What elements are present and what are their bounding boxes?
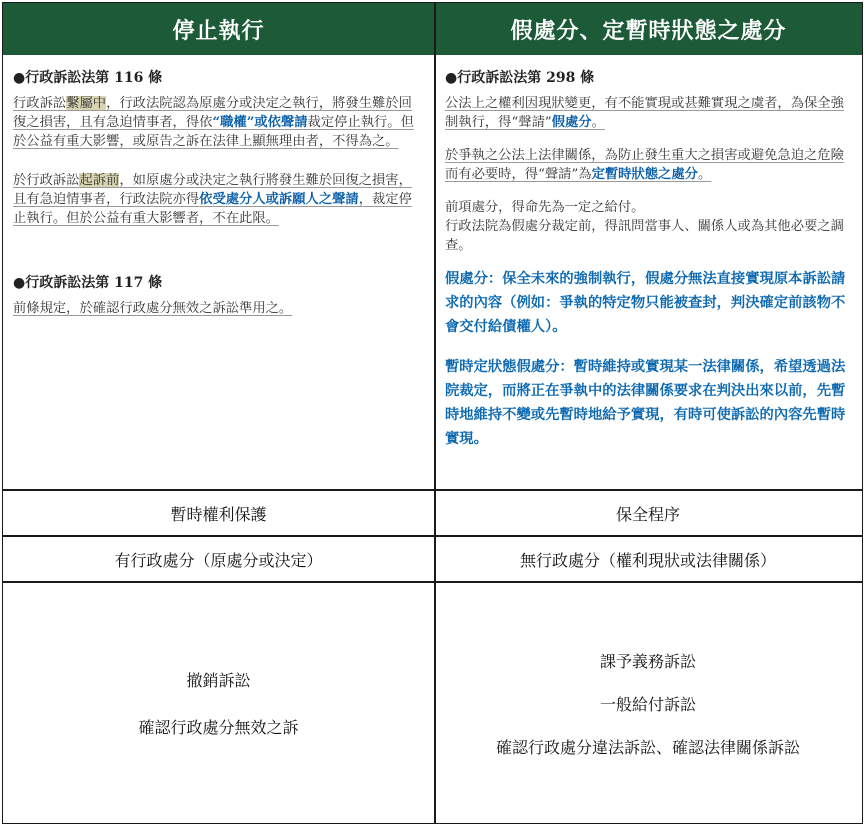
law-title-116: ●行政訴訟法第 116 條	[13, 70, 163, 86]
left-law-cell	[13, 67, 418, 318]
suit-confirm-illegal-relationship: 確認行政處分違法訴訟、確認法律關係訴訟	[495, 737, 800, 757]
suit-confirm-invalid: 確認行政處分無效之訴	[138, 718, 299, 737]
header-provisional-disposition: 假處分、定暫時狀態之處分	[436, 3, 862, 55]
note-provisional-state: 暫時定狀態假處分：暫時維持或實現某一法律關係，希望透過法院裁定，而將正在爭執中的法律關係要求在判決出來以前，先暫時地維持不變或先暫時地給予實現，有時可使訴訟的內容先暫時實現。	[445, 359, 846, 447]
preservation-procedure-label: 保全程序	[615, 504, 680, 524]
article-116-para-2: 於行政訴訟起訴前，如原處分或決定之執行將發生難於回復之損害，且有急迫情事者，行政法院亦得依受處分人或訴願人之聲請，裁定停止執行。但於公益有重大影響者，不在此限。	[13, 173, 412, 226]
provisional-state-term: 定暫時狀態之處分	[591, 167, 698, 182]
upon-application-of-disposed: 依受處分人或訴願人之聲請	[199, 192, 359, 207]
comparison-table	[2, 2, 863, 824]
with-administrative-disposition: 有行政處分（原處分或決定）	[114, 550, 323, 570]
left-suit-types	[3, 583, 434, 823]
right-law-cell	[445, 67, 850, 451]
suit-revocation: 撤銷訴訟	[186, 671, 251, 690]
note-provisional-disposition: 假處分：保全未來的強制執行，假處分無法直接實現原本訴訟請求的內容（例如：爭執的特定物只能被查封，判決確定前該物不會交付給債權人）。	[445, 271, 846, 335]
right-suit-types	[435, 583, 861, 823]
provisional-disposition-term: 假處分	[551, 115, 592, 130]
suit-general-payment: 一般給付訴訟	[599, 694, 696, 714]
article-298-para-3b: 行政法院為假處分裁定前，得訊問當事人、關係人或為其他必要之調查。	[445, 219, 844, 253]
law-title-298: ●行政訴訟法第 298 條	[445, 70, 595, 86]
highlight-before-suit: 起訴前	[79, 173, 120, 188]
article-298-para-2: 於爭執之公法上法律關係，為防止發生重大之損害或避免急迫之危險而有必要時，得“聲請”為定暫時狀態之處分。	[445, 148, 844, 182]
ex-officio-or-application: “職權”或依聲請	[212, 115, 308, 130]
suit-obligation: 課予義務訴訟	[599, 651, 696, 671]
article-116-para-1: 行政訴訟繫屬中，行政法院認為原處分或決定之執行，將發生難於回復之損害，且有急迫情事者，得依“職權”或依聲請裁定停止執行。但於公益有重大影響，或原告之訴在法律上顯無理由者，不得為之。	[13, 96, 414, 149]
without-administrative-disposition: 無行政處分（權利現狀或法律關係）	[519, 550, 776, 570]
article-298-para-3a: 前項處分，得命先為一定之給付。	[445, 200, 645, 215]
article-117-para: 前條規定，於確認行政處分無效之訴訟準用之。	[13, 301, 293, 316]
header-stay-of-execution: 停止執行	[3, 3, 434, 55]
interim-protection-label: 暫時權利保護	[170, 504, 267, 524]
article-298-para-1: 公法上之權利因現狀變更，有不能實現或甚難實現之虞者，為保全強制執行，得“聲請”假處分。	[445, 96, 844, 130]
law-title-117: ●行政訴訟法第 117 條	[13, 275, 163, 291]
highlight-pending: 繫屬中	[66, 96, 107, 111]
